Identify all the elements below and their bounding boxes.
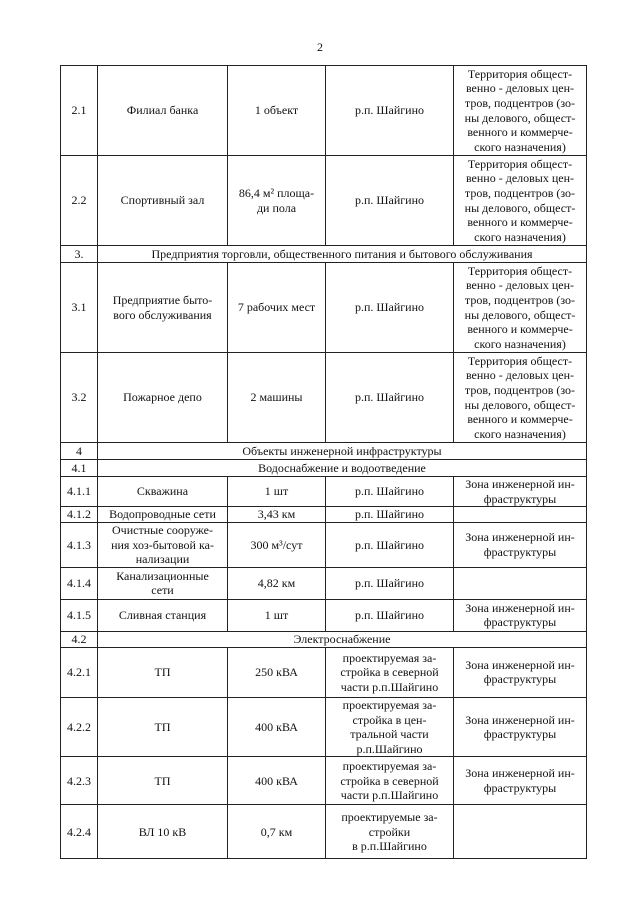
row-number: 3.1: [61, 263, 98, 353]
object-name: ВЛ 10 кВ: [98, 805, 228, 859]
object-capacity: 0,7 км: [228, 805, 326, 859]
object-location: р.п. Шайгино: [326, 66, 454, 156]
object-capacity: 300 м³/сут: [228, 523, 326, 568]
objects-table: [60, 65, 587, 859]
object-name: Сливная станция: [98, 599, 228, 631]
functional-zone: Зона инженерной ин- фраструктуры: [454, 599, 587, 631]
object-location: р.п. Шайгино: [326, 156, 454, 246]
object-capacity: 1 объект: [228, 66, 326, 156]
functional-zone: Территория общест- венно - деловых цен- тров, подцентров (зо- ны делового, общест- венного и коммерче- ского назначения): [454, 353, 587, 443]
object-name: Очистные сооруже- ния хоз-бытовой ка- нализации: [98, 523, 228, 568]
table-row: [61, 477, 587, 507]
object-capacity: 400 кВА: [228, 697, 326, 756]
section-row: [61, 460, 587, 477]
row-number: 4.1.1: [61, 477, 98, 507]
functional-zone: Зона инженерной ин- фраструктуры: [454, 647, 587, 697]
section-row: [61, 443, 587, 460]
object-location: проектируемая за- стройка в северной части р.п.Шайгино: [326, 757, 454, 805]
object-location: проектируемая за- стройка в цен- тральной части р.п.Шайгино: [326, 697, 454, 756]
object-capacity: 2 машины: [228, 353, 326, 443]
object-name: ТП: [98, 697, 228, 756]
row-number: 4.1.4: [61, 567, 98, 599]
row-number: 2.2: [61, 156, 98, 246]
functional-zone: Территория общест- венно - деловых цен- тров, подцентров (зо- ны делового, общест- венного и коммерче- ского назначения): [454, 263, 587, 353]
table-row: [61, 647, 587, 697]
table-row: [61, 599, 587, 631]
functional-zone: Зона инженерной ин- фраструктуры: [454, 757, 587, 805]
row-number: 4.1.5: [61, 599, 98, 631]
table-row: [61, 523, 587, 568]
section-title: Водоснабжение и водоотведение: [98, 460, 587, 477]
row-number: 4.2.2: [61, 697, 98, 756]
row-number: 4.2: [61, 631, 98, 647]
object-capacity: 1 шт: [228, 599, 326, 631]
object-capacity: 400 кВА: [228, 757, 326, 805]
object-capacity: 86,4 м² площа- ди пола: [228, 156, 326, 246]
row-number: 4: [61, 443, 98, 460]
object-capacity: 7 рабочих мест: [228, 263, 326, 353]
object-name: ТП: [98, 647, 228, 697]
object-name: Пожарное депо: [98, 353, 228, 443]
functional-zone: [454, 567, 587, 599]
table-row: [61, 805, 587, 859]
page-number: 2: [317, 40, 323, 54]
functional-zone: Зона инженерной ин- фраструктуры: [454, 523, 587, 568]
object-location: р.п. Шайгино: [326, 523, 454, 568]
object-name: Водопроводные сети: [98, 507, 228, 523]
object-location: р.п. Шайгино: [326, 599, 454, 631]
object-name: ТП: [98, 757, 228, 805]
table-row: [61, 697, 587, 756]
object-capacity: 3,43 км: [228, 507, 326, 523]
row-number: 2.1: [61, 66, 98, 156]
object-location: р.п. Шайгино: [326, 507, 454, 523]
table-row: [61, 567, 587, 599]
section-row: [61, 246, 587, 263]
section-row: [61, 631, 587, 647]
row-number: 3.2: [61, 353, 98, 443]
table-row: [61, 66, 587, 156]
functional-zone: Зона инженерной ин- фраструктуры: [454, 477, 587, 507]
object-location: проектируемая за- стройка в северной части р.п.Шайгино: [326, 647, 454, 697]
table-row: [61, 156, 587, 246]
section-title: Электроснабжение: [98, 631, 587, 647]
row-number: 4.2.3: [61, 757, 98, 805]
object-location: р.п. Шайгино: [326, 477, 454, 507]
object-capacity: 250 кВА: [228, 647, 326, 697]
row-number: 4.2.1: [61, 647, 98, 697]
object-location: р.п. Шайгино: [326, 567, 454, 599]
row-number: 4.1: [61, 460, 98, 477]
table-row: [61, 263, 587, 353]
object-location: р.п. Шайгино: [326, 263, 454, 353]
row-number: 3.: [61, 246, 98, 263]
object-name: Предприятие быто- вого обслуживания: [98, 263, 228, 353]
table-row: [61, 353, 587, 443]
section-title: Предприятия торговли, общественного питания и бытового обслуживания: [98, 246, 587, 263]
object-capacity: 4,82 км: [228, 567, 326, 599]
functional-zone: Территория общест- венно - деловых цен- тров, подцентров (зо- ны делового, общест- венного и коммерче- ского назначения): [454, 66, 587, 156]
functional-zone: [454, 507, 587, 523]
object-capacity: 1 шт: [228, 477, 326, 507]
object-name: Спортивный зал: [98, 156, 228, 246]
object-location: проектируемые за- стройки в р.п.Шайгино: [326, 805, 454, 859]
functional-zone: Территория общест- венно - деловых цен- тров, подцентров (зо- ны делового, общест- венного и коммерче- ского назначения): [454, 156, 587, 246]
object-name: Скважина: [98, 477, 228, 507]
functional-zone: [454, 805, 587, 859]
row-number: 4.2.4: [61, 805, 98, 859]
section-title: Объекты инженерной инфраструктуры: [98, 443, 587, 460]
functional-zone: Зона инженерной ин- фраструктуры: [454, 697, 587, 756]
row-number: 4.1.3: [61, 523, 98, 568]
table-row: [61, 757, 587, 805]
object-name: Канализационные сети: [98, 567, 228, 599]
row-number: 4.1.2: [61, 507, 98, 523]
table-row: [61, 507, 587, 523]
object-name: Филиал банка: [98, 66, 228, 156]
object-location: р.п. Шайгино: [326, 353, 454, 443]
